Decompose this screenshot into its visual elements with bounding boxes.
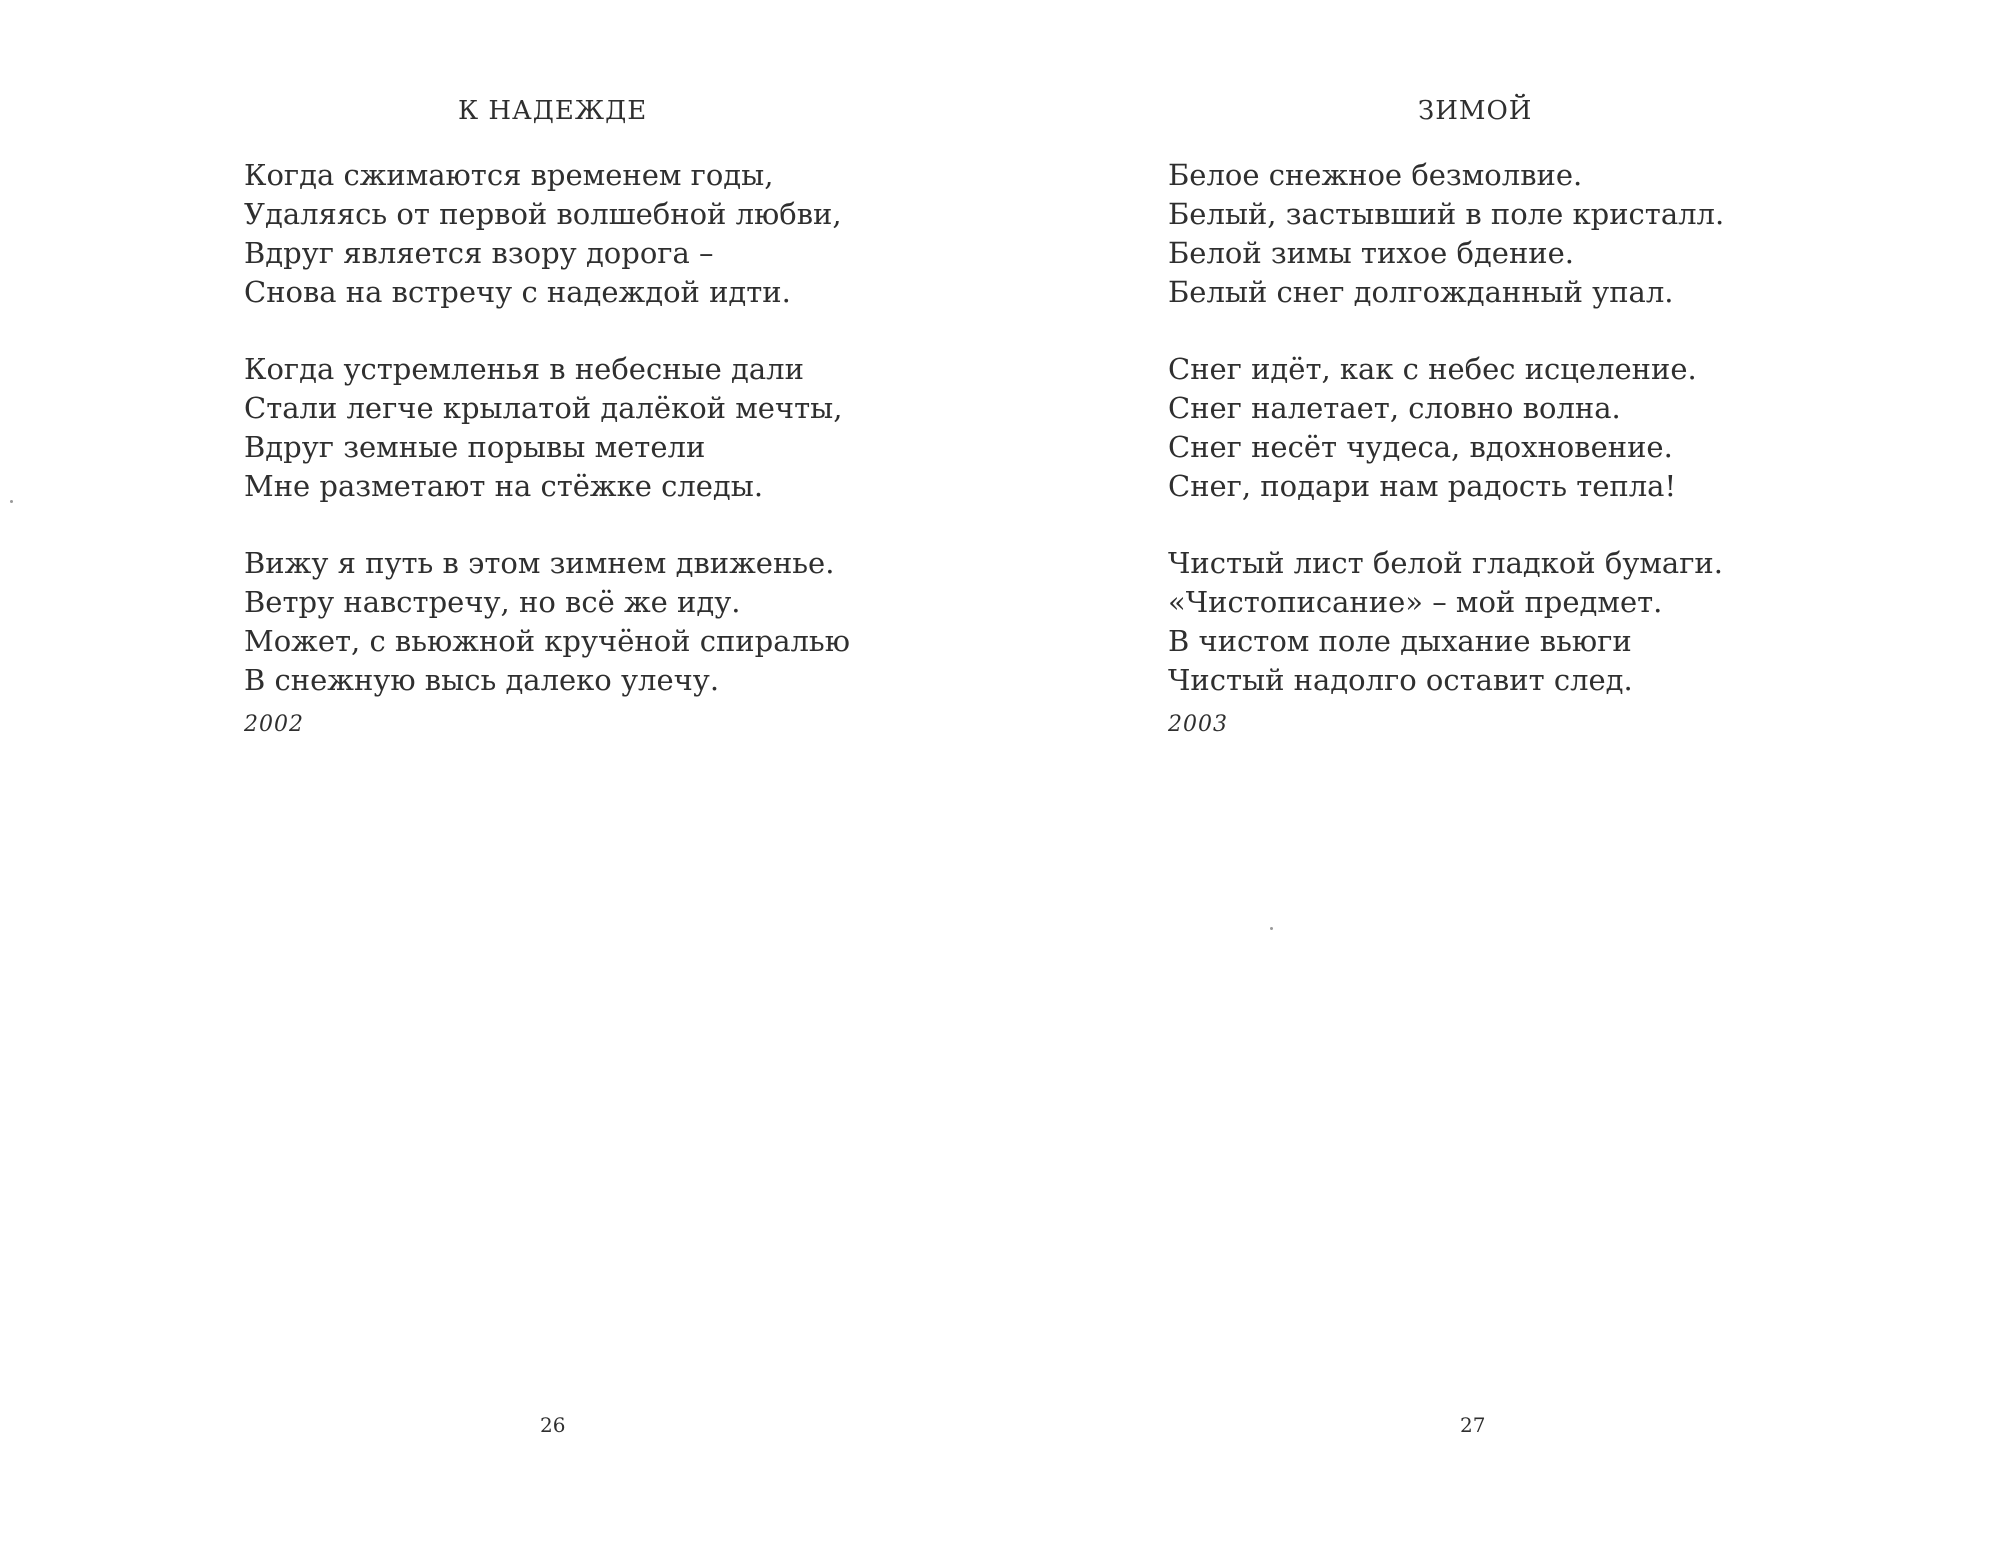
poem-line: Снег идёт, как с небес исцеление. [1168, 352, 1697, 386]
stanza [1168, 544, 1724, 700]
poem-body [244, 156, 850, 737]
poem-line: Белой зимы тихое бдение. [1168, 236, 1574, 270]
poem-line: Вдруг земные порывы метели [244, 430, 706, 464]
poem-line: Когда устремленья в небесные дали [244, 352, 804, 386]
poem-line: Мне разметают на стёжке следы. [244, 469, 764, 503]
poem-line: Стали легче крылатой далёкой мечты, [244, 391, 843, 425]
stanza [1168, 156, 1724, 312]
poem-line: Ветру навстречу, но всё же иду. [244, 585, 741, 619]
poem-line: Чистый лист белой гладкой бумаги. [1168, 546, 1723, 580]
page-number: 27 [1460, 1413, 1486, 1437]
poem-title: К НАДЕЖДЕ [458, 96, 648, 126]
poem-title: ЗИМОЙ [1418, 96, 1533, 126]
poem-line: Вижу я путь в этом зимнем движенье. [244, 546, 835, 580]
poem-line: Чистый надолго оставит след. [1168, 663, 1633, 697]
poem-line: Снег налетает, словно волна. [1168, 391, 1621, 425]
poem-line: Белый, застывший в поле кристалл. [1168, 197, 1725, 231]
page-number: 26 [540, 1413, 566, 1437]
poem-line: Снова на встречу с надеждой идти. [244, 275, 791, 309]
poem-line: Белый снег долгожданный упал. [1168, 275, 1674, 309]
paper-speck [10, 500, 13, 503]
poem-line: Снег, подари нам радость тепла! [1168, 469, 1677, 503]
poem-body [1168, 156, 1724, 737]
poem-line: Когда сжимаются временем годы, [244, 158, 774, 192]
poem-line: Удаляясь от первой волшебной любви, [244, 197, 842, 231]
stanza [1168, 350, 1724, 506]
poem-line: Вдруг является взору дорога – [244, 236, 714, 270]
stanza [244, 156, 850, 312]
poem-line: Белое снежное безмолвие. [1168, 158, 1583, 192]
stanza [244, 350, 850, 506]
poem-line: «Чистописание» – мой предмет. [1168, 585, 1663, 619]
paper-speck [1270, 927, 1273, 930]
right-page [1000, 0, 2000, 1544]
poem-year: 2003 [1168, 712, 1228, 737]
poem-line: Может, с вьюжной кручёной спиралью [244, 624, 850, 658]
poem-line: В снежную высь далеко улечу. [244, 663, 720, 697]
poem-line: Снег несёт чудеса, вдохновение. [1168, 430, 1673, 464]
poem-year: 2002 [244, 712, 304, 737]
stanza [244, 544, 850, 700]
poem-line: В чистом поле дыхание вьюги [1168, 624, 1632, 658]
